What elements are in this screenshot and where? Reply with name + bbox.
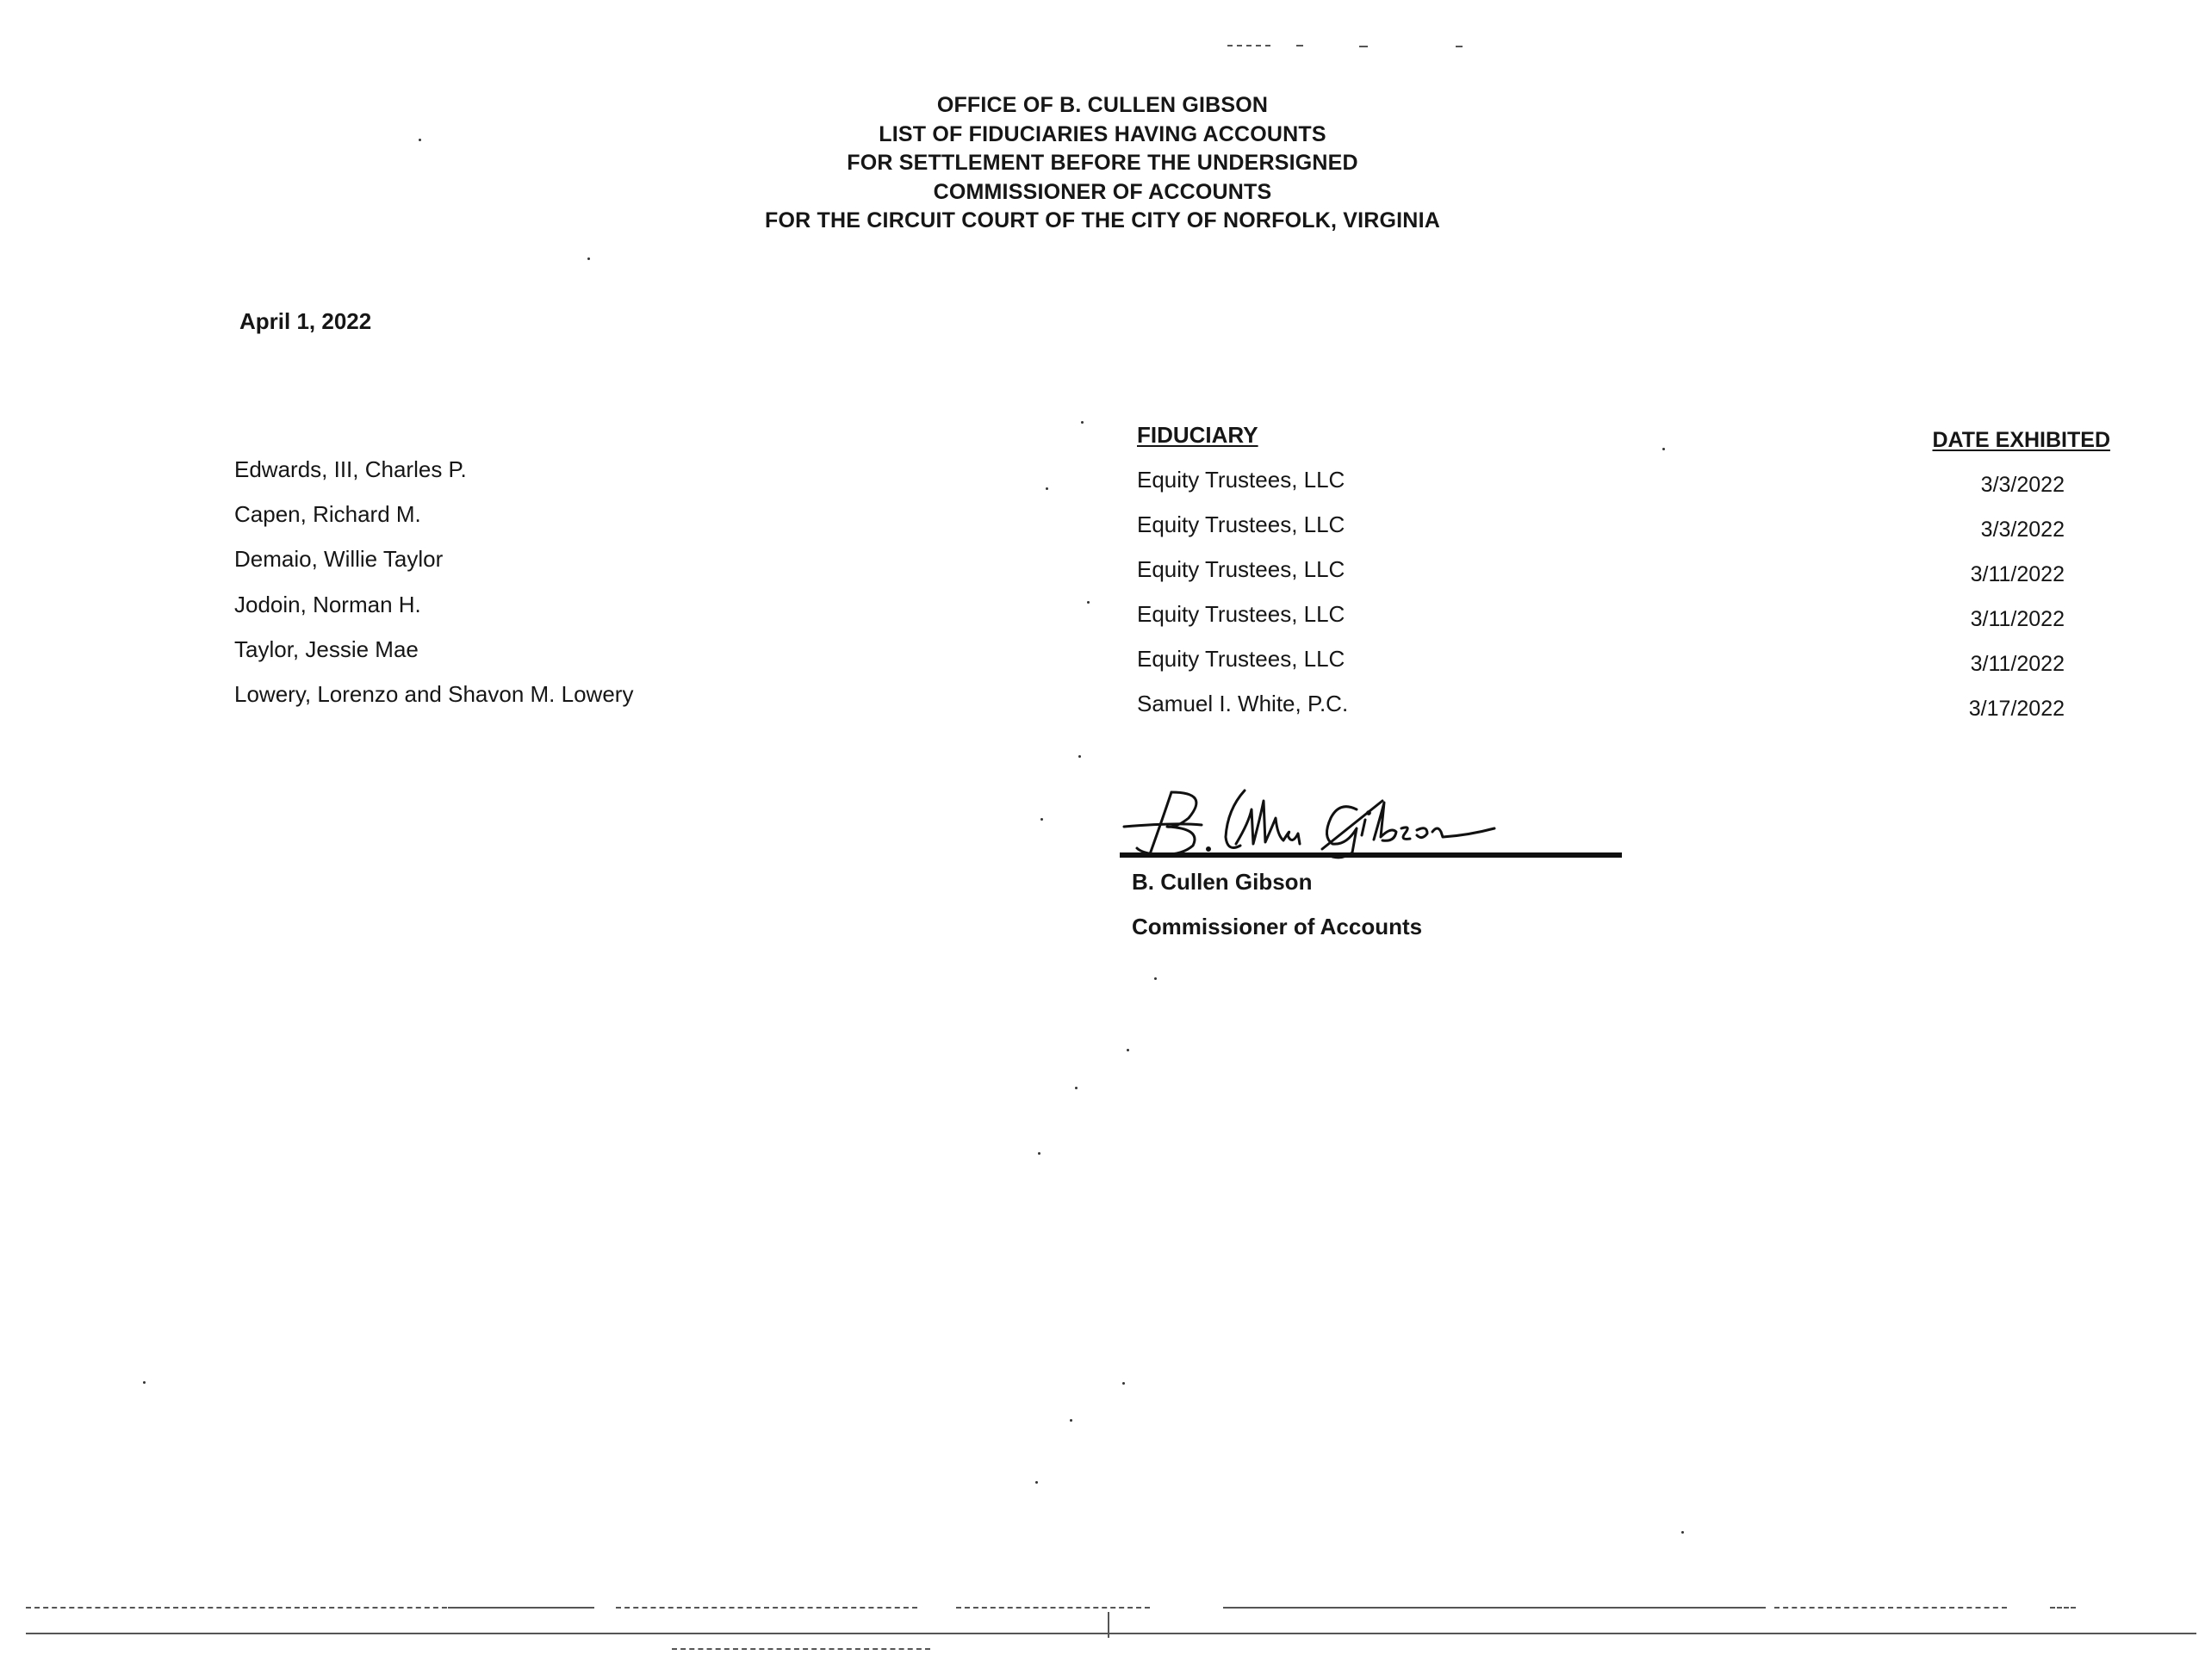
scan-artifact-line — [26, 1633, 2196, 1634]
scan-speck — [1087, 601, 1090, 604]
fiduciary-name: Equity Trustees, LLC — [1137, 601, 1345, 627]
fiduciary-name: Equity Trustees, LLC — [1137, 646, 1345, 672]
signature-line — [1120, 852, 1622, 858]
scan-artifact-line — [1108, 1612, 1111, 1638]
fiduciary-column — [1137, 422, 1348, 735]
header-line-settlement: FOR SETTLEMENT BEFORE THE UNDERSIGNED — [847, 151, 1358, 175]
scan-speck — [419, 139, 421, 141]
scan-speck — [1038, 1152, 1040, 1155]
scan-speck — [1075, 1087, 1078, 1089]
scan-artifact-line — [1774, 1607, 2007, 1609]
fiduciary-name: Equity Trustees, LLC — [1137, 511, 1345, 537]
scan-speck — [1081, 421, 1084, 424]
scan-artifact-line — [1296, 45, 1303, 46]
header-line-commissioner: COMMISSIONER OF ACCOUNTS — [933, 179, 1272, 204]
scan-speck — [1681, 1531, 1684, 1534]
decedent-name: Edwards, III, Charles P. — [234, 456, 467, 482]
header-line-list: LIST OF FIDUCIARIES HAVING ACCOUNTS — [879, 121, 1326, 146]
date-exhibited-value: 3/11/2022 — [1970, 652, 2065, 676]
scan-artifact-line — [2050, 1607, 2076, 1609]
scan-speck — [143, 1381, 146, 1384]
document-date: April 1, 2022 — [239, 308, 372, 334]
header-line-court: FOR THE CIRCUIT COURT OF THE CITY OF NORFOLK, VIRGINIA — [765, 208, 1440, 232]
scan-artifact-line — [956, 1607, 1150, 1609]
scan-speck — [1046, 487, 1048, 490]
scan-artifact-line — [448, 1607, 590, 1609]
scan-artifact-line — [672, 1648, 930, 1650]
scan-artifact-line — [1359, 46, 1368, 47]
signer-title: Commissioner of Accounts — [1132, 914, 1423, 939]
scan-speck — [1662, 448, 1665, 450]
decedent-name: Demaio, Willie Taylor — [234, 546, 444, 573]
decedent-name: Jodoin, Norman H. — [234, 591, 421, 617]
date-exhibited-column — [1852, 428, 2110, 741]
fiduciary-name: Equity Trustees, LLC — [1137, 556, 1345, 582]
handwritten-signature — [1107, 775, 1624, 861]
date-exhibited-value: 3/3/2022 — [1980, 518, 2065, 542]
scan-speck — [1127, 1049, 1129, 1051]
signer-name: B. Cullen Gibson — [1132, 869, 1313, 895]
decedent-name: Lowery, Lorenzo and Shavon M. Lowery — [234, 680, 634, 707]
scan-speck — [1035, 1481, 1038, 1484]
scan-speck — [1040, 818, 1043, 821]
scan-speck — [587, 257, 590, 260]
decedent-name: Capen, Richard M. — [234, 501, 421, 528]
date-exhibited-value: 3/3/2022 — [1980, 473, 2065, 497]
decedent-list — [234, 456, 633, 726]
date-exhibited-value: 3/11/2022 — [1970, 562, 2065, 586]
header-line-office: OFFICE OF B. CULLEN GIBSON — [936, 93, 1269, 117]
decedent-name: Taylor, Jessie Mae — [234, 635, 419, 662]
scan-speck — [1154, 977, 1157, 980]
scan-artifact-line — [1223, 1607, 1766, 1609]
scan-artifact-line — [1456, 46, 1463, 47]
fiduciary-column-header: FIDUCIARY — [1137, 422, 1258, 448]
scan-speck — [1122, 1382, 1125, 1385]
fiduciary-name: Samuel I. White, P.C. — [1137, 691, 1349, 716]
scan-speck — [1070, 1419, 1072, 1422]
scan-speck — [1078, 755, 1081, 758]
document-header — [672, 91, 1533, 236]
fiduciary-name: Equity Trustees, LLC — [1137, 467, 1345, 493]
scan-artifact-line — [1227, 45, 1270, 46]
date-exhibited-column-header: DATE EXHIBITED — [1932, 428, 2110, 452]
date-exhibited-value: 3/11/2022 — [1970, 607, 2065, 631]
scan-artifact-line — [616, 1607, 917, 1609]
date-exhibited-value: 3/17/2022 — [1968, 697, 2065, 721]
